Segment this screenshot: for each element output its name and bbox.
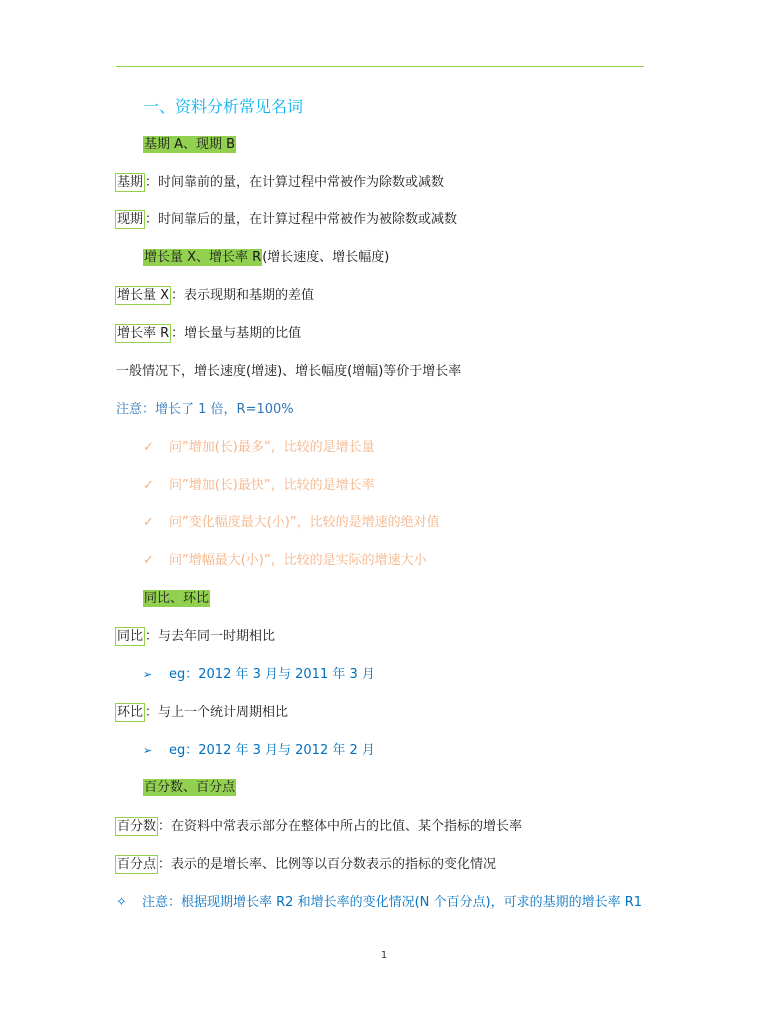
definition-growth-amount <box>116 286 314 306</box>
highlight: 增长量 X、增长率 R <box>144 250 262 265</box>
page-number: 1 <box>380 950 388 961</box>
arrow-icon: ➢ <box>143 668 153 681</box>
definition-current <box>116 210 457 230</box>
note-percentage-point <box>116 893 642 913</box>
check-icon: ✓ <box>143 440 154 455</box>
definition-percent <box>116 817 522 837</box>
definition-text: ：表示现期和基期的差值 <box>171 288 315 303</box>
check-item <box>143 476 375 496</box>
definition-mom <box>116 703 288 723</box>
example-mom <box>143 741 375 761</box>
arrow-icon: ➢ <box>143 744 153 757</box>
example-text: eg：2012 年 3 月与 2011 年 3 月 <box>169 667 375 682</box>
definition-text: ：与上一个统计周期相比 <box>145 705 289 720</box>
subheading-growth <box>143 248 389 268</box>
check-text: 问”增幅最大(小)”，比较的是实际的增速大小 <box>169 553 427 568</box>
check-text: 问”增加(长)最快”，比较的是增长率 <box>169 478 375 493</box>
check-item <box>143 513 440 533</box>
note-text: 注意：根据现期增长率 R2 和增长率的变化情况(N 个百分点)，可求的基期的增长率 R1 <box>142 895 643 910</box>
subheading-base-current <box>143 135 236 155</box>
term-box: 现期 <box>117 212 144 227</box>
general-statement: 一般情况下，增长速度(增速)、增长幅度(增幅)等价于增长率 <box>116 364 462 379</box>
check-item <box>143 438 375 458</box>
definition-percentage-point <box>116 855 496 875</box>
check-text: 问”变化幅度最大(小)”，比较的是增速的绝对值 <box>169 515 440 530</box>
term-box: 基期 <box>117 175 144 190</box>
definition-text: ：与去年同一时期相比 <box>145 629 276 644</box>
definition-base <box>116 173 444 193</box>
term-box: 同比 <box>117 629 144 644</box>
term-box: 百分数 <box>117 819 157 834</box>
subheading-rest: (增长速度、增长幅度) <box>262 250 390 265</box>
term-box: 增长量 X <box>117 288 170 303</box>
header-rule <box>116 66 644 67</box>
check-icon: ✓ <box>143 515 154 530</box>
note-text: 注意：增长了 1 倍，R=100% <box>116 402 294 417</box>
definition-text: ：表示的是增长率、比例等以百分数表示的指标的变化情况 <box>158 857 497 872</box>
definition-text: ：时间靠前的量，在计算过程中常被作为除数或减数 <box>145 175 445 190</box>
subheading-percent <box>143 778 236 798</box>
section-heading: 一、资料分析常见名词 <box>143 97 304 116</box>
definition-text: ：增长量与基期的比值 <box>171 326 302 341</box>
term-box: 增长率 R <box>117 326 170 341</box>
definition-yoy <box>116 627 275 647</box>
definition-text: ：在资料中常表示部分在整体中所占的比值、某个指标的增长率 <box>158 819 523 834</box>
term-box: 百分点 <box>117 857 157 872</box>
highlight: 基期 A、现期 B <box>144 137 236 152</box>
example-text: eg：2012 年 3 月与 2012 年 2 月 <box>169 743 375 758</box>
definition-growth-rate <box>116 324 301 344</box>
subheading-yoy-mom <box>143 589 210 609</box>
check-text: 问”增加(长)最多”，比较的是增长量 <box>169 440 375 455</box>
highlight: 同比、环比 <box>144 591 210 606</box>
check-icon: ✓ <box>143 553 154 568</box>
check-item <box>143 551 427 571</box>
example-yoy <box>143 665 375 685</box>
diamond-icon: ✧ <box>116 895 127 910</box>
term-box: 环比 <box>117 705 144 720</box>
definition-text: ：时间靠后的量，在计算过程中常被作为被除数或减数 <box>145 212 458 227</box>
check-icon: ✓ <box>143 478 154 493</box>
highlight: 百分数、百分点 <box>144 780 236 795</box>
